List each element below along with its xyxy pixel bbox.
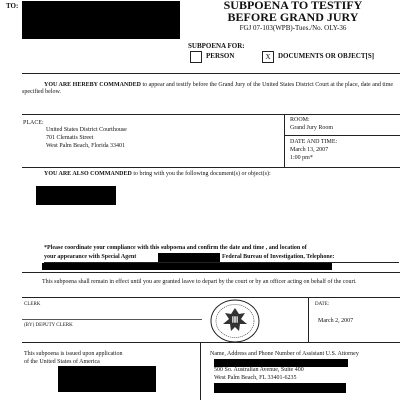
date-time-label: DATE AND TIME: [290, 139, 338, 145]
coordinate-line1: *Please coordinate your compliance with this subpoena and confirm the date and time , and location of [44, 245, 307, 251]
divider-issued-vertical [200, 342, 201, 400]
person-checkbox[interactable] [190, 51, 202, 63]
redacted-agent-name [158, 253, 220, 262]
divider-top [22, 73, 400, 74]
to-label: TO: [6, 2, 19, 10]
date-label: DATE: [315, 302, 330, 307]
place-line2: 701 Clematis Street [46, 135, 94, 141]
redacted-attorney-phone [214, 383, 346, 393]
issued-line2: of the United States of America [24, 359, 100, 365]
room-label: ROOM: [290, 117, 310, 123]
date-value: March 13, 2007 [290, 147, 329, 153]
divider-room-date [284, 135, 400, 136]
place-line1: United States District Courthouse [46, 127, 127, 133]
attorney-label: Name, Address and Phone Number of Assistant U.S. Attorney [210, 351, 359, 357]
documents-label: DOCUMENTS OR OBJECT[S] [278, 52, 375, 60]
place-label: PLACE: [23, 120, 44, 126]
deputy-clerk-label: (BY) DEPUTY CLERK [24, 323, 73, 328]
also-commanded-text: to bring with you the following document(s) or object(s): [133, 171, 271, 177]
also-commanded-lead: YOU ARE ALSO COMMANDED [44, 171, 132, 177]
issued-line1: This subpoena is issued upon application [24, 351, 123, 357]
effect-text: This subpoena shall remain in effect until you are granted leave to depart by the court or by an officer acting on behalf of the court. [42, 279, 357, 285]
redacted-attorney-name [214, 359, 348, 367]
attorney-address1: 500 So. Australian Avenue, Suite 400 [214, 367, 304, 373]
divider-place-top [22, 114, 400, 115]
redacted-recipient [22, 1, 180, 39]
redacted-telephone [42, 263, 332, 270]
attorney-address2: West Palm Beach, FL 33401-6235 [214, 375, 297, 381]
subpoena-for-label: SUBPOENA FOR: [188, 42, 245, 50]
redacted-documents [36, 186, 116, 205]
place-line3: West Palm Beach, Florida 33401 [46, 143, 126, 149]
documents-checkbox[interactable]: X [262, 51, 274, 63]
redacted-issuer [58, 366, 156, 392]
divider-issued-top [22, 342, 400, 343]
commanded-lead: YOU ARE HEREBY COMMANDED [44, 82, 141, 88]
coordinate-line2a: your appearance with Special Agent [44, 254, 137, 260]
title-line1: SUBPOENA TO TESTIFY [223, 0, 363, 12]
coordinate-line2b: Federal Bureau of Investigation, Telephone: [222, 254, 335, 260]
divider-clerk-vertical [308, 297, 309, 342]
divider-place-bottom [22, 167, 400, 168]
commanded-paragraph [22, 82, 398, 96]
clerk-label: CLERK [24, 302, 41, 307]
time-value: 1:00 pm* [290, 155, 313, 161]
case-number: FGJ 07-103(WPB)-Tues./No. OLY-36 [239, 24, 347, 32]
person-label: PERSON [206, 52, 235, 60]
room-value: Grand Jury Room [290, 125, 333, 131]
title-line2: BEFORE GRAND JURY [227, 10, 359, 24]
effect-paragraph [22, 279, 398, 286]
signature-line [22, 319, 202, 320]
coordinate-underline [44, 262, 399, 263]
court-seal-icon [209, 298, 261, 344]
date-value-issued: March 2, 2007 [318, 318, 354, 324]
also-commanded-paragraph [44, 171, 398, 178]
divider-place-vertical [284, 114, 285, 167]
commanded-text: to appear and testify before the Grand Jury of the United States District Court at the place, date and time specified below. [22, 82, 394, 95]
divider-effect-top [22, 272, 400, 273]
